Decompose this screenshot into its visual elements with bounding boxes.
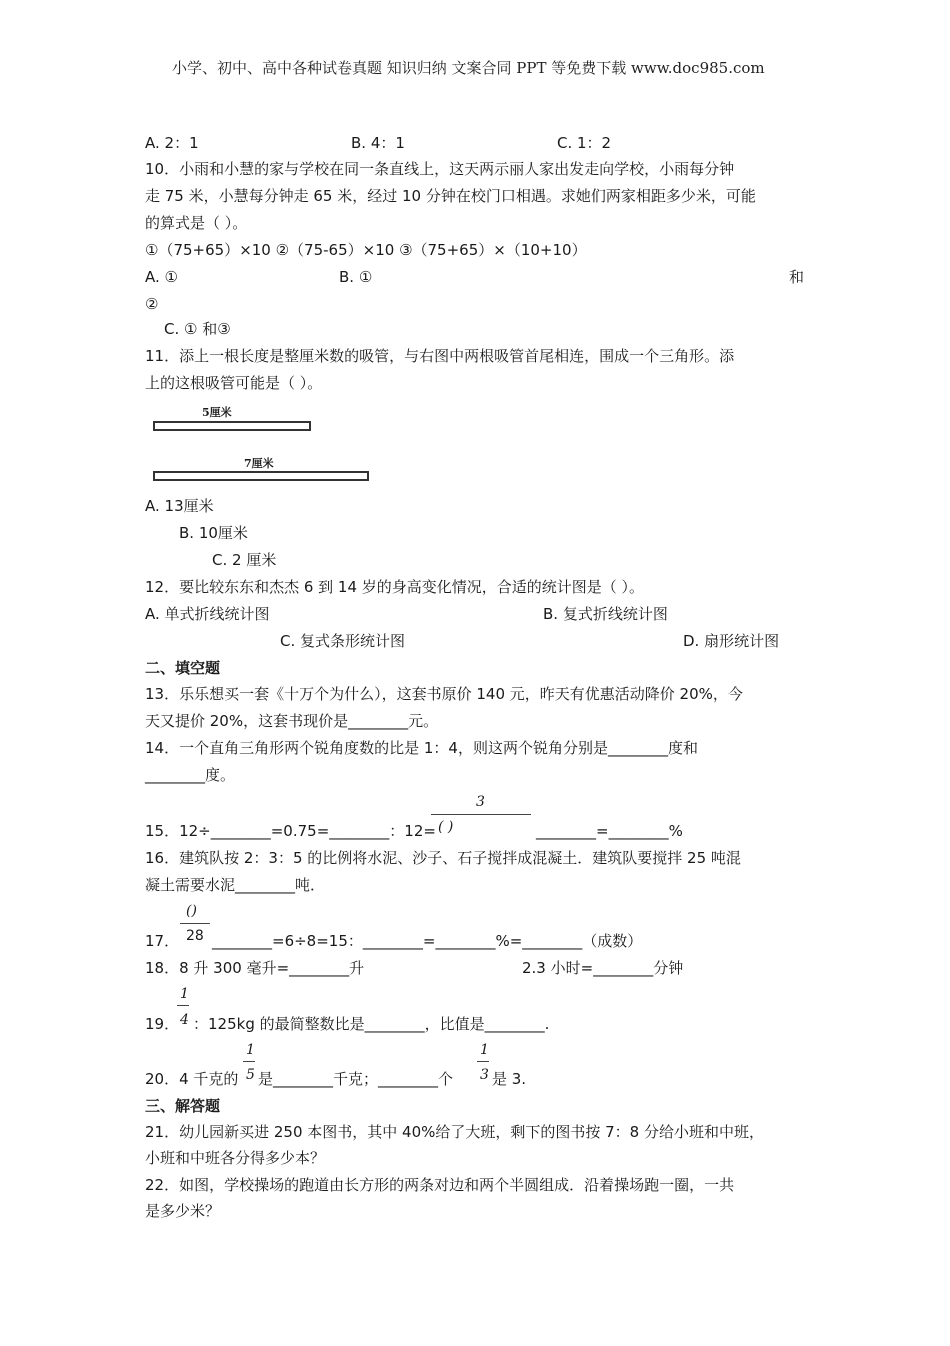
q14-line1: 14．一个直角三角形两个锐角度数的比是 1：4，则这两个锐角分别是________度和 [145, 739, 698, 757]
q9-option-a: A. 2：1 [145, 134, 199, 152]
q20-part3: 是 3. [492, 1070, 527, 1088]
q12-line1: 12．要比较东东和杰杰 6 到 14 岁的身高变化情况，合适的统计图是（ ）。 [145, 578, 645, 596]
q10-line1: 10．小雨和小慧的家与学校在同一条直线上，这天两示丽人家出发走向学校，小雨每分钟 [145, 160, 735, 178]
q20-fraction1-numerator: 1 [246, 1042, 255, 1058]
q11-option-c: C. 2 厘米 [212, 551, 277, 569]
q21-line1: 21．幼儿园新买进 250 本图书，其中 40%给了大班，剩下的图书按 7：8 分给小班和中班， [145, 1123, 764, 1141]
q12-option-c: C. 复式条形统计图 [280, 632, 406, 650]
q16-line2: 凝土需要水泥________吨． [145, 876, 326, 894]
section-solve-title: 三、解答题 [145, 1097, 221, 1115]
q10-option-b: B. ① [339, 268, 373, 286]
q21-line2: 小班和中班各分得多少本？ [145, 1149, 326, 1167]
q15-fraction-bar [431, 814, 531, 815]
q17-fraction-numerator: () [186, 903, 197, 919]
q20-fraction2-bar [477, 1061, 489, 1062]
q20-part2: 是________千克；________个 [258, 1070, 454, 1088]
q12-option-a: A. 单式折线统计图 [145, 605, 270, 623]
q10-option-c: C. ① 和③ [164, 320, 231, 338]
q9-option-c: C. 1：2 [557, 134, 612, 152]
page-header: 小学、初中、高中各种试卷真题 知识归纳 文案合同 PPT 等免费下载 www.doc985.com [172, 59, 765, 77]
q17-line: ________=6÷8=15：________=________%=________（成数） [212, 932, 643, 950]
q19-line: ：125kg 的最简整数比是________，比值是________. [193, 1015, 550, 1033]
straw2-label: 7厘米 [244, 457, 274, 470]
q19-fraction-numerator: 1 [180, 986, 189, 1002]
q18-left: 18．8 升 300 毫升=________升 [145, 959, 365, 977]
q15-fraction-denominator: ( ) [438, 819, 454, 835]
q20-fraction1-denominator: 5 [246, 1067, 255, 1083]
q20-part1: 20．4 千克的 [145, 1070, 239, 1088]
q11-line2: 上的这根吸管可能是（ ）。 [145, 374, 323, 392]
q20-fraction1-bar [243, 1061, 255, 1062]
q13-line2: 天又提价 20%，这套书现价是________元。 [145, 712, 439, 730]
q19-prefix: 19． [145, 1015, 180, 1033]
q15-fraction-numerator: 3 [476, 794, 485, 810]
q10-option-b-tail: ② [145, 295, 159, 313]
q17-prefix: 17． [145, 932, 180, 950]
q17-fraction-bar [180, 923, 210, 924]
q10-option-a: A. ① [145, 268, 178, 286]
q19-fraction-bar [177, 1005, 189, 1006]
q16-line1: 16．建筑队按 2：3：5 的比例将水泥、沙子、石子搅拌成混凝土．建筑队要搅拌 25 吨混 [145, 849, 741, 867]
q14-line2: ________度。 [145, 766, 236, 784]
straw1-label: 5厘米 [202, 406, 232, 419]
q13-line1: 13．乐乐想买一套《十万个为什么），这套书原价 140 元，昨天有优惠活动降价 20%，今 [145, 685, 743, 703]
q10-line2: 走 75 米，小慧每分钟走 65 米，经过 10 分钟在校门口相遇。求她们两家相距多少米，可能 [145, 187, 756, 205]
straw1 [153, 421, 311, 431]
q15-line: 15．12÷________=0.75=________：12= [145, 822, 436, 840]
q12-option-d: D. 扇形统计图 [683, 632, 780, 650]
q15-tail: ________=________% [536, 822, 683, 840]
q22-line1: 22．如图，学校操场的跑道由长方形的两条对边和两个半圆组成．沿着操场跑一圈，一共 [145, 1176, 735, 1194]
q18-right: 2.3 小时=________分钟 [522, 959, 684, 977]
section-fill-in-title: 二、填空题 [145, 659, 221, 677]
q20-fraction2-numerator: 1 [480, 1042, 489, 1058]
q11-option-b: B. 10厘米 [179, 524, 248, 542]
straw2 [153, 471, 369, 481]
q17-fraction-denominator: 28 [186, 928, 204, 944]
q11-line1: 11．添上一根长度是整厘米数的吸管，与右图中两根吸管首尾相连，围成一个三角形。添 [145, 347, 735, 365]
q20-fraction2-denominator: 3 [480, 1067, 489, 1083]
q11-option-a: A. 13厘米 [145, 497, 214, 515]
q10-formulas: ①（75+65）×10 ②（75-65）×10 ③（75+65）×（10+10） [145, 241, 587, 259]
q22-line2: 是多少米？ [145, 1202, 221, 1220]
q12-option-b: B. 复式折线统计图 [543, 605, 668, 623]
q9-option-b: B. 4：1 [351, 134, 405, 152]
q19-fraction-denominator: 4 [180, 1012, 189, 1028]
q10-option-b-and: 和 [789, 268, 805, 286]
q10-line3: 的算式是（ ）。 [145, 214, 248, 232]
